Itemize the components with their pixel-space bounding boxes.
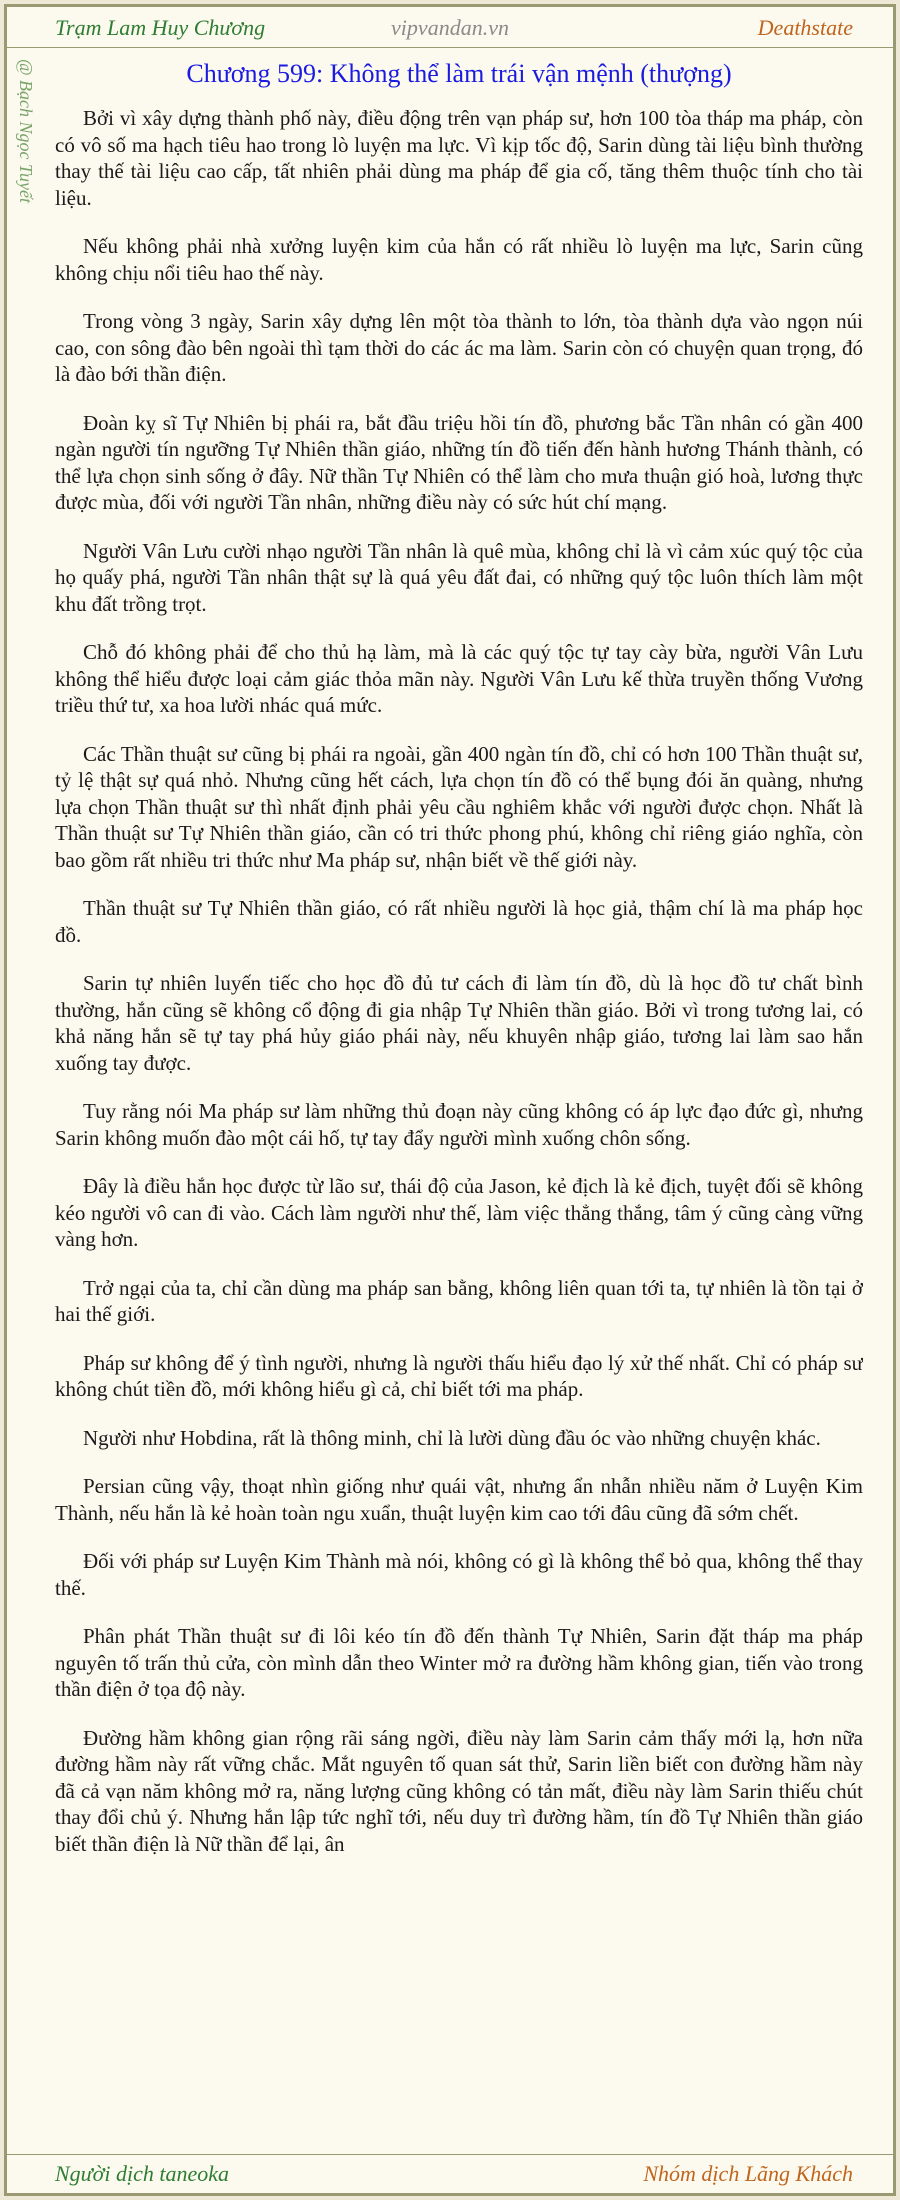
header-site: vipvandan.vn bbox=[391, 15, 509, 40]
header-book-title: Deathstate bbox=[757, 15, 853, 40]
footer-translator: Người dịch taneoka bbox=[55, 2161, 230, 2186]
page-header bbox=[7, 7, 893, 48]
chapter-content bbox=[55, 53, 863, 2143]
paragraph: Các Thần thuật sư cũng bị phái ra ngoài, gần 400 ngàn tín đồ, chỉ có hơn 100 Thần thuật sư, tỷ lệ thật sự quá nhỏ. Nhưng cũng hết cách, lựa chọn tín đồ có thể bụng đói ăn quàng, nhưng lựa chọn Thần thuật sư thì nhất định phải yêu cầu nghiêm khắc với người được chọn. Nhất là Thần thuật sư Tự Nhiên thần giáo, cần có tri thức phong phú, không chỉ riêng giáo nghĩa, còn bao gồm rất nhiều tri thức như Ma pháp sư, nhận biết về thế giới này. bbox=[55, 741, 863, 872]
paragraph: Trở ngại của ta, chỉ cần dùng ma pháp san bằng, không liên quan tới ta, tự nhiên là tồn tại ở hai thế giới. bbox=[55, 1275, 863, 1326]
paragraph: Đối với pháp sư Luyện Kim Thành mà nói, không có gì là không thể bỏ qua, không thể thay thế. bbox=[55, 1549, 863, 1600]
paragraph: Sarin tự nhiên luyến tiếc cho học đồ đủ tư cách đi làm tín đồ, dù là học đồ tư chất bình thường, hắn cũng sẽ không cổ động đi gia nhập Tự Nhiên thần giáo. Bởi vì trong tương lai, có khả năng hắn sẽ tự tay phá hủy giáo phái này, nếu khuyên nhập giáo, tương lai làm sao hắn xuống tay được. bbox=[55, 971, 863, 1075]
footer-translation-group: Nhóm dịch Lãng Khách bbox=[643, 2161, 853, 2186]
paragraph: Bởi vì xây dựng thành phố này, điều động trên vạn pháp sư, hơn 100 tòa tháp ma pháp, còn có vô số ma hạch tiêu hao trong lò luyện ma lực. Vì kịp tốc độ, Sarin dùng tài liệu bình thường thay thế tài liệu cao cấp, tất nhiên phải dùng ma pháp để gia cố, tăng thêm thuộc tính cho tài liệu. bbox=[55, 106, 863, 210]
paragraph: Tuy rằng nói Ma pháp sư làm những thủ đoạn này cũng không có áp lực đạo đức gì, nhưng Sarin không muốn đào một cái hố, tự tay đẩy người mình xuống chôn sống. bbox=[55, 1099, 863, 1150]
header-author: Trạm Lam Huy Chương bbox=[55, 15, 266, 40]
paragraph: Người Vân Lưu cười nhạo người Tần nhân là quê mùa, không chỉ là vì cảm xúc quý tộc của họ quấy phá, người Tần nhân thật sự là quá yêu đất đai, có những quý tộc luôn thích làm một khu đất trồng trọt. bbox=[55, 538, 863, 616]
paragraph: Người như Hobdina, rất là thông minh, chỉ là lười dùng đầu óc vào những chuyện khác. bbox=[83, 1425, 821, 1450]
paragraph: Đường hầm không gian rộng rãi sáng ngời, điều này làm Sarin cảm thấy mới lạ, hơn nữa đường hầm này rất vững chắc. Mắt nguyên tố quan sát thử, Sarin liền biết con đường hầm này đã cả vạn năm không mở ra, năng lượng cũng không có tản mất, điều này làm Sarin thiếu chút thay đổi chủ ý. Nhưng hắn lập tức nghĩ tới, nếu duy trì đường hầm, tín đồ Tự Nhiên thần giáo biết thần điện là Nữ thần để lại, ân bbox=[55, 1725, 863, 1856]
page-footer bbox=[7, 2154, 893, 2193]
paragraph: Phân phát Thần thuật sư đi lôi kéo tín đồ đến thành Tự Nhiên, Sarin đặt tháp ma pháp nguyên tố trấn thủ cửa, còn mình dẫn theo Winter mở ra đường hầm không gian, tiến vào trong thần điện ở tọa độ này. bbox=[55, 1624, 863, 1701]
paragraph: Chỗ đó không phải để cho thủ hạ làm, mà là các quý tộc tự tay cày bừa, người Vân Lưu không thể hiểu được loại cảm giác thỏa mãn này. Người Vân Lưu kế thừa truyền thống Vương triều thứ tư, xa hoa lười nhác quá mức. bbox=[55, 640, 863, 717]
page-frame bbox=[4, 4, 896, 2196]
paragraph: Pháp sư không để ý tình người, nhưng là người thấu hiểu đạo lý xử thế nhất. Chỉ có pháp sư không chút tiền đồ, mới không hiểu gì cả, chỉ biết tới ma pháp. bbox=[55, 1350, 863, 1401]
side-credit: @ Bạch Ngọc Tuyết bbox=[16, 59, 36, 204]
paragraph: Thần thuật sư Tự Nhiên thần giáo, có rất nhiều người là học giả, thậm chí là ma pháp học đồ. bbox=[55, 896, 863, 947]
paragraph: Persian cũng vậy, thoạt nhìn giống như quái vật, nhưng ẩn nhẫn nhiều năm ở Luyện Kim Thành, nếu hắn là kẻ hoàn toàn ngu xuẩn, thuật luyện kim cao tới đâu cũng đã sớm chết. bbox=[55, 1474, 863, 1525]
paragraph: Nếu không phải nhà xưởng luyện kim của hắn có rất nhiều lò luyện ma lực, Sarin cũng không chịu nổi tiêu hao thế này. bbox=[55, 234, 863, 285]
chapter-title: Chương 599: Không thể làm trái vận mệnh (thượng) bbox=[186, 59, 732, 88]
paragraph: Trong vòng 3 ngày, Sarin xây dựng lên một tòa thành to lớn, tòa thành dựa vào ngọn núi cao, con sông đào bên ngoài thì tạm thời do các ác ma làm. Sarin còn có chuyện quan trọng, đó là đào bới thần điện. bbox=[55, 309, 863, 386]
paragraph: Đoàn kỵ sĩ Tự Nhiên bị phái ra, bắt đầu triệu hồi tín đồ, phương bắc Tần nhân có gần 400 ngàn người tín ngưỡng Tự Nhiên thần giáo, những tín đồ tiến đến hành hương Thánh thành, có thể lựa chọn sinh sống ở đây. Nữ thần Tự Nhiên có thể làm cho mưa thuận gió hoà, lương thực được mùa, đối với người Tần nhân, những điều này có sức hút chí mạng. bbox=[55, 410, 863, 514]
paragraph: Đây là điều hắn học được từ lão sư, thái độ của Jason, kẻ địch là kẻ địch, tuyệt đối sẽ không kéo người vô can đi vào. Cách làm người như thế, làm việc thẳng thắng, tâm ý cũng càng vững vàng hơn. bbox=[55, 1174, 863, 1251]
